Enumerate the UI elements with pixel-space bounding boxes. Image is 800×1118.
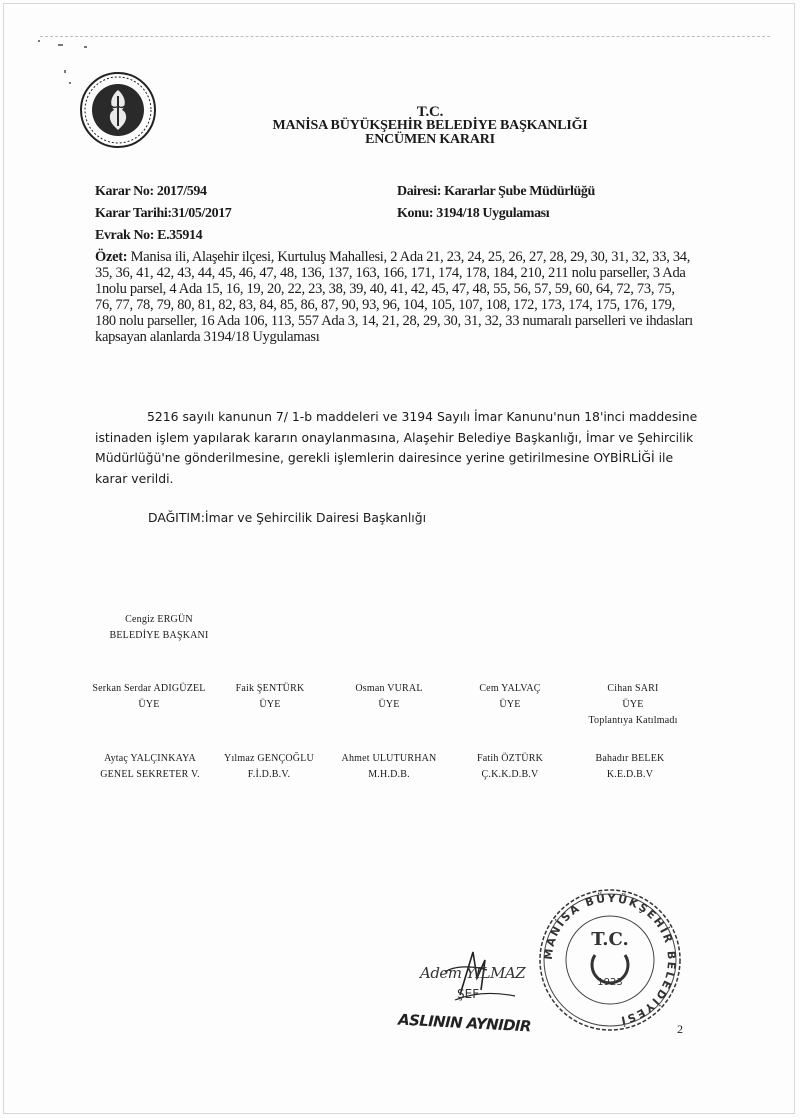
signatory-name: Fatih ÖZTÜRK — [476, 753, 543, 764]
karar-tarihi-label: Karar Tarihi: — [95, 206, 172, 221]
signatory-title: F.İ.D.B.V. — [247, 769, 291, 780]
signatory-name: Cem YALVAÇ — [479, 683, 541, 694]
stamp-ring-text: MANİSA BÜYÜKŞEHİR BELEDİYESİ — [541, 891, 679, 1028]
dairesi-label: Dairesi: — [397, 184, 441, 199]
signatory-name: Cihan SARI — [607, 683, 659, 694]
scan-top-line — [40, 36, 770, 37]
konu — [397, 206, 549, 222]
signatory-name: Yılmaz GENÇOĞLU — [224, 753, 314, 764]
handwritten-signature — [415, 940, 545, 1010]
dairesi — [397, 184, 595, 200]
karar-no-label: Karar No: — [95, 184, 154, 199]
signature-mayor — [79, 612, 239, 644]
karar-no — [95, 184, 207, 200]
header-tc: T.C. — [416, 104, 444, 120]
signatory-title: M.H.D.B. — [368, 769, 410, 780]
signatory-name: Ahmet ULUTURHAN — [341, 753, 437, 764]
decision-paragraph: 5216 sayılı kanunun 7/ 1-b maddeleri ve 3194 Sayılı İmar Kanunu'nun 18'inci maddesine istinaden işlem yapılarak kararın onaylanmasına, Alaşehir Belediye Başkanlığı, İmar ve Şehircilik Müdürlüğü'ne gönderilmesine, gerekli işlemlerin dairesince yerine getirilmesine OYBİRLİĞİ ile karar verildi. — [95, 409, 698, 486]
summary-label: Özet: — [95, 249, 128, 265]
signatory-name: Faik ŞENTÜRK — [235, 683, 305, 694]
signatory-title: ÜYE — [499, 699, 521, 710]
summary — [95, 249, 695, 345]
signature-row2-5 — [550, 751, 710, 783]
evrak-no-label: Evrak No: — [95, 228, 155, 243]
signatory-name: Serkan Serdar ADIGÜZEL — [92, 683, 206, 694]
signatory-title: Ç.K.K.D.B.V — [481, 769, 539, 780]
karar-no-value: 2017/594 — [156, 184, 207, 199]
signature-row1-5 — [553, 681, 713, 729]
evrak-no — [95, 228, 202, 244]
signatory-title: ÜYE — [622, 699, 644, 710]
header-document-type: ENCÜMEN KARARI — [365, 132, 495, 147]
signatory-title: ÜYE — [138, 699, 160, 710]
konu-value: 3194/18 Uygulaması — [436, 206, 550, 221]
stamp-center-text: T.C. — [591, 929, 629, 950]
aslinin-aynidir-stamp: ASLININ AYNIDIR — [397, 1010, 532, 1036]
signatory-title: ÜYE — [378, 699, 400, 710]
signatory-title: K.E.D.B.V — [606, 769, 654, 780]
konu-label: Konu: — [397, 206, 434, 221]
signatory-title: GENEL SEKRETER V. — [100, 769, 200, 780]
svg-text:ŞEF: ŞEF — [457, 987, 480, 1001]
signatory-name: Bahadır BELEK — [595, 753, 665, 764]
karar-tarihi — [95, 206, 231, 222]
karar-tarihi-value: 31/05/2017 — [171, 206, 232, 221]
signatory-name: Aytaç YALÇINKAYA — [104, 753, 196, 764]
distribution: DAĞITIM:İmar ve Şehircilik Dairesi Başkanlığı — [148, 510, 427, 525]
page-number: 2 — [677, 1022, 683, 1036]
document-header — [180, 105, 680, 147]
stamp-year: 1923 — [597, 977, 623, 988]
signatory-title: ÜYE — [259, 699, 281, 710]
official-stamp — [535, 885, 685, 1035]
signatory-name: Osman VURAL — [355, 683, 423, 694]
signatory-name: Cengiz ERGÜN — [125, 614, 193, 625]
signatory-note: Toplantıya Katılmadı — [588, 715, 678, 726]
municipality-seal-icon — [78, 70, 158, 150]
svg-text:Adem YILMAZ: Adem YILMAZ — [420, 964, 526, 982]
svg-text:MANİSA BÜYÜKŞEHİR BELEDİYESİ — [542, 891, 678, 1028]
dairesi-value: Kararlar Şube Müdürlüğü — [444, 184, 595, 199]
evrak-no-value: E.35914 — [157, 228, 203, 243]
header-institution: MANİSA BÜYÜKŞEHİR BELEDİYE BAŞKANLIĞI — [272, 118, 588, 133]
signatory-title: BELEDİYE BAŞKANI — [109, 630, 209, 641]
summary-text: Manisa ili, Alaşehir ilçesi, Kurtuluş Mahallesi, 2 Ada 21, 23, 24, 25, 26, 27, 28, 29, 30, 31, 32, 33, 34, 35, 36, 41, 42, 43, 44, 45, 46, 47, 48, 136, 137, 163, 166, 171, 174, 178, 184, 210, 211 nolu parseller, 3 Ada 1nolu parsel, 4 Ada 15, 16, 19, 20, 22, 23, 38, 39, 40, 41, 42, 45, 47, 48, 55, 56, 57, 59, 60, 64, 72, 73, 75, 76, 77, 78, 79, 80, 81, 82, 83, 84, 85, 86, 87, 90, 93, 96, 104, 105, 107, 108, 172, 173, 174, 175, 176, 179, 180 nolu parseller, 16 Ada 106, 113, 557 Ada 3, 14, 21, 28, 29, 30, 31, 32, 33 numaralı parselleri ve ihdasları kapsayan alanlarda 3194/18 Uygulaması — [95, 249, 693, 345]
